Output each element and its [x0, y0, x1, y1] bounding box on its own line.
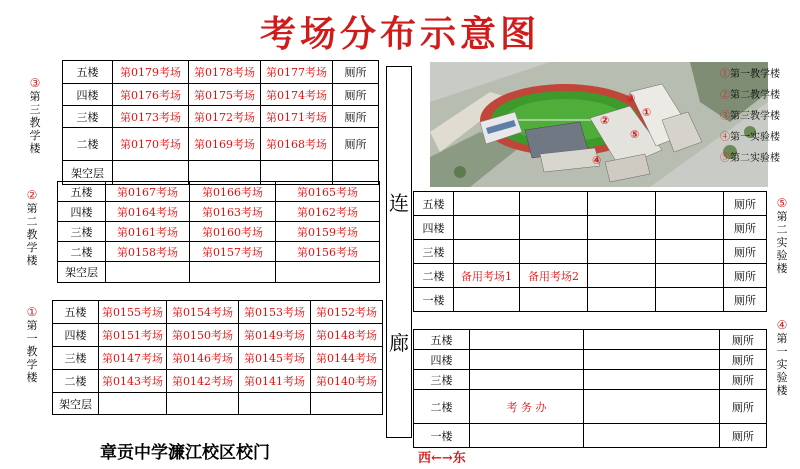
- photo-mark-3: ③: [626, 92, 636, 105]
- empty-cell: [239, 393, 311, 415]
- floor-label: 五楼: [63, 61, 113, 84]
- exam-room: 第0169考场: [189, 128, 261, 161]
- building3-number: ③: [29, 76, 41, 90]
- exam-room: 第0171考场: [261, 106, 333, 128]
- empty-cell: [588, 240, 656, 264]
- exam-room: 第0142考场: [167, 370, 239, 393]
- building1-table: [52, 300, 383, 415]
- empty-cell: [520, 288, 588, 312]
- toilet: 厕所: [720, 424, 767, 448]
- empty-cell: [656, 264, 724, 288]
- floor-label: 二楼: [53, 370, 99, 393]
- toilet: 厕所: [333, 106, 379, 128]
- exam-room: 第0149考场: [239, 324, 311, 347]
- empty-cell: [520, 216, 588, 240]
- empty-cell: [588, 192, 656, 216]
- exam-room: 第0174考场: [261, 84, 333, 106]
- photo-mark-1: ①: [642, 106, 652, 119]
- empty-cell: [588, 264, 656, 288]
- exam-room: 第0146考场: [167, 347, 239, 370]
- exam-room: 第0140考场: [311, 370, 383, 393]
- legend-item: ③第三教学楼: [720, 111, 780, 122]
- floor-label: 二楼: [414, 264, 454, 288]
- lab2-table: [413, 191, 767, 312]
- backup-exam-room: 备用考场2: [520, 264, 588, 288]
- toilet: 厕所: [724, 240, 767, 264]
- floor-label: 五楼: [414, 330, 470, 350]
- exam-room: 第0173考场: [113, 106, 189, 128]
- exam-office: 考 务 办: [470, 390, 584, 424]
- empty-cell: [584, 350, 720, 370]
- legend-item: ②第二教学楼: [720, 90, 780, 101]
- exam-room: 第0154考场: [167, 301, 239, 324]
- lab2-label: [774, 196, 790, 275]
- exam-room: 第0143考场: [99, 370, 167, 393]
- exam-room: 第0168考场: [261, 128, 333, 161]
- exam-room: 第0162考场: [276, 202, 380, 222]
- empty-cell: [588, 216, 656, 240]
- toilet: 厕所: [333, 61, 379, 84]
- empty-cell: [454, 288, 520, 312]
- photo-mark-2: ②: [600, 114, 610, 127]
- exam-room: 第0152考场: [311, 301, 383, 324]
- exam-room: 第0163考场: [190, 202, 276, 222]
- floor-label: 二楼: [58, 242, 106, 262]
- lab2-name: 第 二 实 验 楼: [776, 210, 788, 275]
- empty-cell: [454, 240, 520, 264]
- exam-room: 第0160考场: [190, 222, 276, 242]
- empty-cell: [454, 192, 520, 216]
- floor-label: 四楼: [414, 216, 454, 240]
- empty-cell: [656, 192, 724, 216]
- empty-cell: [656, 288, 724, 312]
- building1-name: 第 一 教 学 楼: [26, 319, 38, 384]
- floor-label: 五楼: [58, 182, 106, 202]
- floor-label: 四楼: [414, 350, 470, 370]
- exam-room: 第0165考场: [276, 182, 380, 202]
- exam-room: 第0155考场: [99, 301, 167, 324]
- toilet: 厕所: [724, 288, 767, 312]
- exam-room: 第0175考场: [189, 84, 261, 106]
- empty-cell: [584, 390, 720, 424]
- floor-label: 四楼: [53, 324, 99, 347]
- exam-room: 第0158考场: [106, 242, 190, 262]
- floor-label: 五楼: [414, 192, 454, 216]
- school-gate-label: 章贡中学濂江校区校门: [100, 443, 270, 463]
- corridor-char: 连: [389, 191, 409, 215]
- empty-cell: [470, 330, 584, 350]
- corridor-char: 廊: [389, 331, 409, 355]
- exam-room: 第0164考场: [106, 202, 190, 222]
- floor-label: 三楼: [53, 347, 99, 370]
- toilet: 厕所: [720, 350, 767, 370]
- direction-indicator: 西←→东: [418, 451, 466, 466]
- floor-label: 二楼: [63, 128, 113, 161]
- lab1-table: [413, 329, 767, 448]
- exam-room: 第0144考场: [311, 347, 383, 370]
- exam-room: 第0148考场: [311, 324, 383, 347]
- building2-label: [24, 188, 40, 267]
- toilet: 厕所: [724, 264, 767, 288]
- exam-room: 第0157考场: [190, 242, 276, 262]
- empty-cell: [588, 288, 656, 312]
- corridor: [386, 66, 412, 438]
- exam-room: 第0170考场: [113, 128, 189, 161]
- empty-cell: [470, 370, 584, 390]
- lab1-number: ④: [776, 318, 788, 332]
- exam-room: 第0145考场: [239, 347, 311, 370]
- empty-cell: [520, 240, 588, 264]
- exam-room: 第0150考场: [167, 324, 239, 347]
- empty-cell: [311, 393, 383, 415]
- empty-cell: [167, 393, 239, 415]
- toilet: 厕所: [720, 370, 767, 390]
- floor-label: 架空层: [53, 393, 99, 415]
- exam-room: 第0147考场: [99, 347, 167, 370]
- empty-cell: [454, 216, 520, 240]
- exam-room: 第0151考场: [99, 324, 167, 347]
- toilet: 厕所: [333, 84, 379, 106]
- empty-cell: [520, 192, 588, 216]
- floor-label: 一楼: [414, 424, 470, 448]
- floor-label: 架空层: [58, 262, 106, 283]
- empty-cell: [106, 262, 190, 283]
- lab2-number: ⑤: [776, 196, 788, 210]
- exam-room: 第0167考场: [106, 182, 190, 202]
- lab1-label: [774, 318, 790, 397]
- exam-room: 第0177考场: [261, 61, 333, 84]
- legend-item: ④第一实验楼: [720, 132, 780, 143]
- floor-label: 二楼: [414, 390, 470, 424]
- legend-item: ⑤第二实验楼: [720, 153, 780, 164]
- empty-cell: [276, 262, 380, 283]
- building2-name: 第 二 教 学 楼: [26, 202, 38, 267]
- empty-cell: [99, 393, 167, 415]
- exam-room: 第0159考场: [276, 222, 380, 242]
- toilet: 厕所: [720, 390, 767, 424]
- exam-room: 第0141考场: [239, 370, 311, 393]
- floor-label: 三楼: [63, 106, 113, 128]
- toilet: 厕所: [333, 128, 379, 161]
- floor-label: 三楼: [414, 240, 454, 264]
- toilet: 厕所: [724, 192, 767, 216]
- floor-label: 一楼: [414, 288, 454, 312]
- empty-cell: [190, 262, 276, 283]
- building3-table: [62, 60, 379, 185]
- empty-cell: [584, 424, 720, 448]
- exam-room: 第0156考场: [276, 242, 380, 262]
- backup-exam-room: 备用考场1: [454, 264, 520, 288]
- empty-cell: [470, 424, 584, 448]
- campus-aerial-photo: [430, 62, 768, 187]
- floor-label: 架空层: [63, 161, 113, 185]
- photo-mark-5: ⑤: [630, 128, 640, 141]
- exam-room: 第0166考场: [190, 182, 276, 202]
- floor-label: 五楼: [53, 301, 99, 324]
- lab1-name: 第 一 实 验 楼: [776, 332, 788, 397]
- empty-cell: [584, 330, 720, 350]
- building1-label: [24, 305, 40, 384]
- exam-room: 第0153考场: [239, 301, 311, 324]
- floor-label: 四楼: [58, 202, 106, 222]
- building2-table: [57, 181, 380, 283]
- building1-number: ①: [26, 305, 38, 319]
- building3-label: [27, 76, 43, 155]
- building-legend: [720, 64, 800, 169]
- toilet: 厕所: [724, 216, 767, 240]
- exam-room: 第0161考场: [106, 222, 190, 242]
- empty-cell: [584, 370, 720, 390]
- floor-label: 三楼: [58, 222, 106, 242]
- photo-mark-4: ④: [592, 154, 602, 167]
- floor-label: 三楼: [414, 370, 470, 390]
- legend-item: ①第一教学楼: [720, 69, 780, 80]
- exam-room: 第0179考场: [113, 61, 189, 84]
- building3-name: 第 三 教 学 楼: [29, 90, 41, 155]
- exam-room: 第0172考场: [189, 106, 261, 128]
- toilet: 厕所: [720, 330, 767, 350]
- empty-cell: [470, 350, 584, 370]
- floor-label: 四楼: [63, 84, 113, 106]
- empty-cell: [656, 240, 724, 264]
- exam-room: 第0178考场: [189, 61, 261, 84]
- exam-room: 第0176考场: [113, 84, 189, 106]
- page-title: 考场分布示意图: [259, 13, 540, 55]
- empty-cell: [656, 216, 724, 240]
- building2-number: ②: [26, 188, 38, 202]
